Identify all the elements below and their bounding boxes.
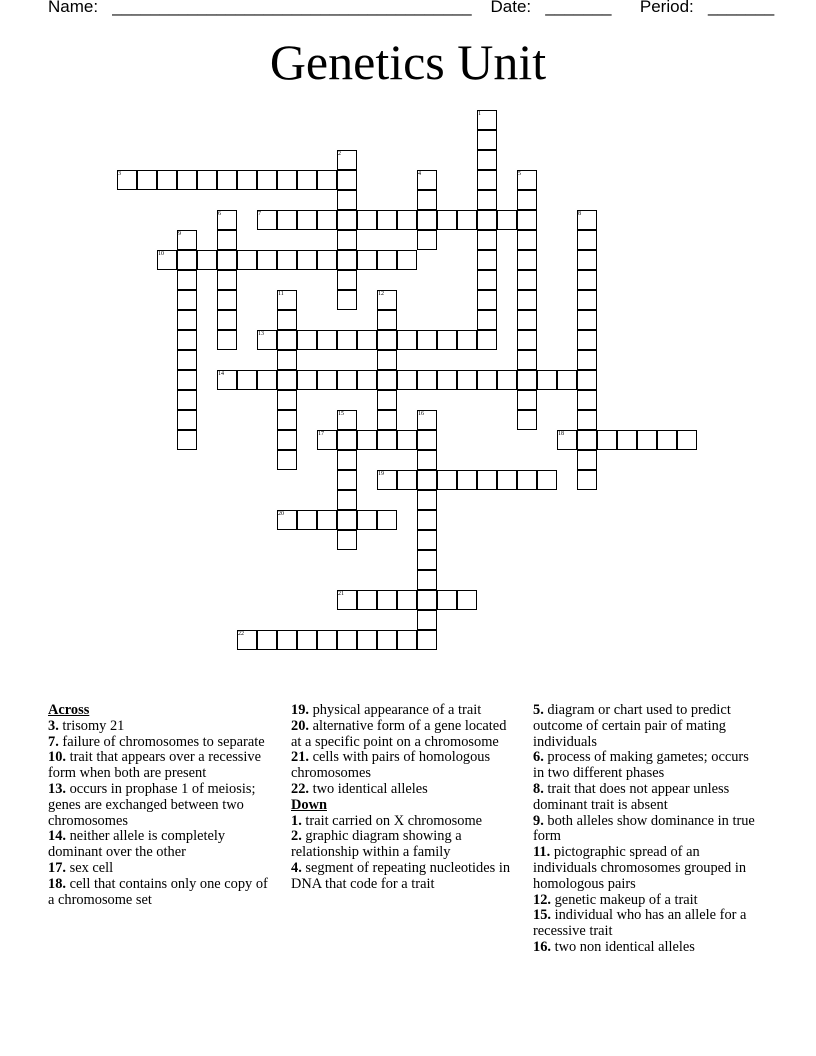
crossword-cell[interactable] — [477, 270, 497, 290]
clue-number: 19. — [291, 702, 309, 718]
clue-number-label: 22 — [238, 631, 244, 637]
crossword-cell[interactable] — [277, 630, 297, 650]
clue-down-item — [533, 782, 763, 814]
crossword-cell[interactable] — [217, 310, 237, 330]
date-label: Date: — [490, 0, 532, 16]
crossword-cell[interactable] — [577, 330, 597, 350]
crossword-cell[interactable] — [177, 270, 197, 290]
clue-text: trisomy 21 — [62, 717, 125, 734]
crossword-cell[interactable] — [517, 350, 537, 370]
page-title: Genetics Unit — [269, 34, 547, 90]
clue-down-item — [533, 750, 763, 782]
crossword-cell[interactable] — [537, 370, 557, 390]
crossword-cell[interactable] — [397, 370, 417, 390]
period-blank: _______ — [707, 0, 775, 16]
crossword-cell[interactable] — [377, 410, 397, 430]
clue-number-label: 11 — [278, 291, 284, 297]
name-label: Name: — [48, 0, 99, 16]
crossword-cell[interactable] — [337, 250, 357, 270]
clue-across-item — [48, 861, 276, 877]
clue-text: alternative form of a gene located at a specific point on a chromosome — [291, 717, 507, 750]
clue-number-label: 10 — [158, 251, 164, 257]
crossword-cell[interactable] — [377, 250, 397, 270]
clue-number-label: 4 — [418, 171, 421, 177]
crossword-cell[interactable] — [317, 330, 337, 350]
clue-number: 14. — [48, 828, 66, 845]
crossword-cell[interactable] — [437, 370, 457, 390]
clue-number-label: 19 — [378, 471, 384, 477]
crossword-cell[interactable] — [577, 430, 597, 450]
crossword-cell[interactable] — [417, 210, 437, 230]
crossword-cell[interactable] — [457, 330, 477, 350]
clue-number: 12. — [533, 891, 551, 908]
clue-across-item — [48, 829, 276, 861]
crossword-cell[interactable] — [357, 250, 377, 270]
date-blank: _______ — [545, 0, 612, 16]
crossword-cell[interactable] — [377, 630, 397, 650]
clue-column-2 — [291, 703, 519, 893]
clue-number-label: 6 — [218, 211, 221, 217]
clue-number-label: 1 — [478, 111, 481, 117]
clue-number-label: 20 — [278, 511, 284, 517]
crossword-cell[interactable] — [477, 230, 497, 250]
period-label: Period: — [639, 0, 694, 16]
crossword-cell[interactable] — [577, 410, 597, 430]
clue-text: graphic diagram showing a relationship within a family — [291, 828, 462, 861]
clue-across-item — [48, 877, 276, 909]
crossword-cell[interactable] — [357, 370, 377, 390]
crossword-cell[interactable] — [257, 170, 277, 190]
crossword-cell[interactable] — [337, 330, 357, 350]
crossword-cell[interactable] — [597, 430, 617, 450]
clue-number-label: 14 — [218, 371, 224, 377]
crossword-cell[interactable] — [457, 210, 477, 230]
crossword-cell[interactable] — [377, 310, 397, 330]
crossword-cell[interactable] — [417, 430, 437, 450]
crossword-cell[interactable] — [337, 470, 357, 490]
clue-column-3 — [533, 703, 763, 956]
crossword-cell[interactable] — [177, 430, 197, 450]
clue-text: two identical alleles — [312, 780, 428, 797]
clue-text: diagram or chart used to predict outcome of certain pair of mating individuals — [533, 702, 731, 750]
crossword-cell[interactable] — [177, 350, 197, 370]
crossword-cell[interactable] — [417, 610, 437, 630]
crossword-cell[interactable] — [317, 210, 337, 230]
crossword-cell[interactable] — [517, 250, 537, 270]
clue-number-label: 17 — [318, 431, 324, 437]
crossword-cell[interactable] — [417, 450, 437, 470]
crossword-cell[interactable] — [517, 230, 537, 250]
crossword-cell[interactable] — [577, 310, 597, 330]
crossword-cell[interactable] — [477, 150, 497, 170]
clue-down-item — [291, 861, 519, 893]
crossword-cell[interactable] — [377, 370, 397, 390]
crossword-cell[interactable] — [297, 370, 317, 390]
crossword-cell[interactable] — [157, 170, 177, 190]
clue-number-label: 3 — [118, 171, 121, 177]
clue-number: 13. — [48, 780, 66, 797]
clue-text: sex cell — [69, 859, 114, 876]
clue-number-label: 15 — [338, 411, 344, 417]
crossword-cell[interactable] — [277, 350, 297, 370]
crossword-cell[interactable] — [137, 170, 157, 190]
clue-down-item — [533, 703, 763, 750]
clue-down-item — [533, 893, 763, 909]
crossword-cell[interactable] — [417, 630, 437, 650]
crossword-cell[interactable] — [317, 250, 337, 270]
crossword-cell[interactable] — [477, 210, 497, 230]
crossword-cell[interactable] — [577, 450, 597, 470]
crossword-cell[interactable] — [417, 190, 437, 210]
crossword-cell[interactable] — [297, 250, 317, 270]
clue-text: trait carried on X chromosome — [305, 812, 483, 829]
crossword-cell[interactable] — [177, 390, 197, 410]
crossword-cell[interactable] — [397, 430, 417, 450]
crossword-cell[interactable] — [297, 170, 317, 190]
crossword-cell[interactable] — [217, 330, 237, 350]
crossword-cell[interactable] — [397, 330, 417, 350]
crossword-cell[interactable] — [297, 510, 317, 530]
crossword-cell[interactable] — [237, 170, 257, 190]
clue-across-item — [291, 719, 519, 751]
crossword-cell[interactable] — [417, 370, 437, 390]
clue-down-item — [291, 814, 519, 830]
crossword-cell[interactable] — [357, 590, 377, 610]
crossword-cell[interactable] — [317, 370, 337, 390]
clue-text: two non identical alleles — [554, 938, 695, 955]
crossword-cell[interactable] — [277, 370, 297, 390]
crossword-cell[interactable] — [477, 130, 497, 150]
crossword-cell[interactable] — [177, 290, 197, 310]
crossword-cell[interactable] — [437, 590, 457, 610]
clue-number: 7. — [48, 733, 59, 750]
clue-number: 15. — [533, 907, 551, 924]
clue-number: 22. — [291, 780, 309, 797]
crossword-cell[interactable] — [177, 410, 197, 430]
crossword-cell[interactable] — [277, 450, 297, 470]
clue-text: both alleles show dominance in true form — [533, 812, 755, 845]
crossword-cell[interactable] — [397, 210, 417, 230]
crossword-cell[interactable] — [297, 210, 317, 230]
crossword-cell[interactable] — [577, 290, 597, 310]
crossword-cell[interactable] — [337, 270, 357, 290]
crossword-cell[interactable] — [217, 250, 237, 270]
crossword-cell[interactable] — [477, 250, 497, 270]
crossword-cell[interactable] — [197, 250, 217, 270]
crossword-cell[interactable] — [477, 170, 497, 190]
crossword-cell[interactable] — [337, 490, 357, 510]
crossword-cell[interactable] — [517, 310, 537, 330]
clue-number: 21. — [291, 749, 309, 766]
crossword-cell[interactable] — [517, 410, 537, 430]
clue-number: 6. — [533, 749, 544, 766]
crossword-cell[interactable] — [217, 170, 237, 190]
clue-number: 18. — [48, 875, 66, 892]
crossword-cell[interactable] — [257, 250, 277, 270]
crossword-cell[interactable] — [577, 390, 597, 410]
clue-number-label: 18 — [558, 431, 564, 437]
crossword-cell[interactable] — [357, 630, 377, 650]
crossword-cell[interactable] — [397, 630, 417, 650]
crossword-cell[interactable] — [357, 510, 377, 530]
crossword-cell[interactable] — [577, 230, 597, 250]
clue-text: occurs in prophase 1 of meiosis; genes are exchanged between two chromosomes — [48, 780, 256, 829]
crossword-cell[interactable] — [517, 290, 537, 310]
crossword-cell[interactable] — [337, 630, 357, 650]
clue-down-item — [533, 814, 763, 846]
crossword-cell[interactable] — [437, 330, 457, 350]
crossword-cell[interactable] — [337, 530, 357, 550]
crossword-cell[interactable] — [417, 490, 437, 510]
crossword-cell[interactable] — [237, 370, 257, 390]
clue-number-label: 8 — [578, 211, 581, 217]
clue-down-item — [291, 829, 519, 861]
crossword-cell[interactable] — [417, 550, 437, 570]
crossword-cell[interactable] — [277, 210, 297, 230]
clue-text: process of making gametes; occurs in two different phases — [533, 749, 749, 782]
clue-across-item — [48, 735, 276, 751]
crossword-cell[interactable] — [277, 250, 297, 270]
clue-text: segment of repeating nucleotides in DNA that code for a trait — [291, 859, 511, 892]
clue-text: individual who has an allele for a recessive trait — [533, 907, 747, 940]
crossword-cell[interactable] — [337, 190, 357, 210]
crossword-cell[interactable] — [637, 430, 657, 450]
crossword-cell[interactable] — [517, 210, 537, 230]
crossword-cell[interactable] — [337, 370, 357, 390]
crossword-cell[interactable] — [577, 250, 597, 270]
clue-number-label: 13 — [258, 331, 264, 337]
clue-number: 1. — [291, 812, 302, 829]
crossword-cell[interactable] — [177, 310, 197, 330]
crossword-cell[interactable] — [517, 370, 537, 390]
across-heading: Across — [48, 702, 90, 718]
clue-number-label: 9 — [178, 231, 181, 237]
crossword-cell[interactable] — [397, 250, 417, 270]
crossword-cell[interactable] — [217, 290, 237, 310]
clue-across-item — [48, 782, 276, 829]
crossword-cell[interactable] — [377, 330, 397, 350]
crossword-cell[interactable] — [417, 230, 437, 250]
crossword-cell[interactable] — [477, 370, 497, 390]
crossword-cell[interactable] — [317, 510, 337, 530]
crossword-cell[interactable] — [377, 590, 397, 610]
crossword-cell[interactable] — [537, 470, 557, 490]
crossword-cell[interactable] — [277, 430, 297, 450]
clue-number: 9. — [533, 812, 544, 829]
clue-number: 10. — [48, 749, 66, 766]
crossword-cell[interactable] — [337, 230, 357, 250]
clue-text: failure of chromosomes to separate — [62, 733, 265, 750]
clue-across-item — [291, 703, 519, 719]
clue-column-1 — [48, 703, 276, 908]
crossword-cell[interactable] — [277, 170, 297, 190]
crossword-cell[interactable] — [477, 190, 497, 210]
crossword-cell[interactable] — [417, 530, 437, 550]
clue-number: 3. — [48, 717, 59, 734]
clue-text: trait that does not appear unless dominant trait is absent — [533, 780, 730, 813]
clue-number: 20. — [291, 717, 309, 734]
crossword-cell[interactable] — [517, 190, 537, 210]
clue-number: 2. — [291, 828, 302, 845]
crossword-cell[interactable] — [417, 470, 437, 490]
crossword-cell[interactable] — [497, 370, 517, 390]
clue-number: 5. — [533, 702, 544, 718]
crossword-cell[interactable] — [517, 470, 537, 490]
crossword-cell[interactable] — [217, 270, 237, 290]
clue-text: neither allele is completely dominant over the other — [48, 828, 226, 861]
crossword-cell[interactable] — [357, 210, 377, 230]
crossword-cell[interactable] — [557, 370, 577, 390]
crossword-cell[interactable] — [657, 430, 677, 450]
clue-across-item — [48, 719, 276, 735]
crossword-cell[interactable] — [377, 390, 397, 410]
crossword-cell[interactable] — [477, 310, 497, 330]
crossword-cell[interactable] — [577, 350, 597, 370]
clue-number-label: 12 — [378, 291, 384, 297]
down-heading: Down — [291, 796, 327, 813]
crossword-cell[interactable] — [177, 170, 197, 190]
crossword-cell[interactable] — [217, 230, 237, 250]
clue-number: 17. — [48, 859, 66, 876]
clue-down-item — [533, 908, 763, 940]
clue-text: cell that contains only one copy of a chromosome set — [48, 875, 268, 908]
clue-down-item — [533, 940, 763, 956]
crossword-cell[interactable] — [337, 210, 357, 230]
clue-across-item — [291, 750, 519, 782]
crossword-cell[interactable] — [677, 430, 697, 450]
clue-number-label: 16 — [418, 411, 424, 417]
crossword-cell[interactable] — [497, 470, 517, 490]
crossword-cell[interactable] — [277, 310, 297, 330]
crossword-cell[interactable] — [417, 590, 437, 610]
crossword-cell[interactable] — [297, 630, 317, 650]
clue-number: 16. — [533, 938, 551, 955]
crossword-cell[interactable] — [357, 430, 377, 450]
crossword-cell[interactable] — [497, 210, 517, 230]
crossword-cell[interactable] — [397, 590, 417, 610]
clue-number-label: 5 — [518, 171, 521, 177]
crossword-cell[interactable] — [517, 390, 537, 410]
clue-number: 8. — [533, 780, 544, 797]
crossword-cell[interactable] — [417, 330, 437, 350]
clue-number-label: 7 — [258, 211, 261, 217]
clue-number: 11. — [533, 844, 551, 861]
crossword-cell[interactable] — [257, 630, 277, 650]
crossword-cell[interactable] — [277, 390, 297, 410]
crossword-cell[interactable] — [377, 210, 397, 230]
crossword-cell[interactable] — [517, 270, 537, 290]
crossword-cell[interactable] — [257, 370, 277, 390]
clue-text: pictographic spread of an individuals chromosomes grouped in homologous pairs — [533, 844, 747, 892]
name-blank: ______________________________________ — [112, 0, 472, 16]
crossword-cell[interactable] — [417, 510, 437, 530]
crossword-cell[interactable] — [577, 370, 597, 390]
crossword-cell[interactable] — [417, 570, 437, 590]
clue-down-item — [533, 845, 763, 892]
crossword-cell[interactable] — [457, 590, 477, 610]
clue-number-label: 2 — [338, 151, 341, 157]
crossword-cell[interactable] — [297, 330, 317, 350]
crossword-cell[interactable] — [337, 510, 357, 530]
crossword-cell[interactable] — [197, 170, 217, 190]
crossword-cell[interactable] — [277, 410, 297, 430]
crossword-cell[interactable] — [457, 370, 477, 390]
crossword-cell[interactable] — [377, 430, 397, 450]
crossword-cell[interactable] — [457, 470, 477, 490]
crossword-cell[interactable] — [177, 330, 197, 350]
crossword-cell[interactable] — [317, 630, 337, 650]
crossword-cell[interactable] — [377, 510, 397, 530]
crossword-cell[interactable] — [277, 330, 297, 350]
clue-number: 4. — [291, 859, 302, 876]
crossword-cell[interactable] — [397, 470, 417, 490]
crossword-cell[interactable] — [317, 170, 337, 190]
crossword-cell[interactable] — [577, 470, 597, 490]
clue-text: cells with pairs of homologous chromosomes — [291, 749, 491, 782]
crossword-cell[interactable] — [517, 330, 537, 350]
crossword-cell[interactable] — [477, 470, 497, 490]
clue-text: trait that appears over a recessive form when both are present — [48, 749, 261, 782]
crossword-cell[interactable] — [477, 290, 497, 310]
crossword-cell[interactable] — [337, 430, 357, 450]
crossword-cell[interactable] — [437, 210, 457, 230]
clue-number-label: 21 — [338, 591, 344, 597]
crossword-cell[interactable] — [617, 430, 637, 450]
crossword-cell[interactable] — [337, 290, 357, 310]
crossword-cell[interactable] — [337, 170, 357, 190]
crossword-cell[interactable] — [237, 250, 257, 270]
crossword-cell[interactable] — [357, 330, 377, 350]
crossword-cell[interactable] — [437, 470, 457, 490]
crossword-cell[interactable] — [377, 350, 397, 370]
crossword-cell[interactable] — [177, 250, 197, 270]
clue-across-item — [291, 782, 519, 798]
crossword-cell[interactable] — [337, 450, 357, 470]
clue-text: physical appearance of a trait — [312, 702, 482, 718]
crossword-cell[interactable] — [177, 370, 197, 390]
clue-text: genetic makeup of a trait — [554, 891, 698, 908]
crossword-cell[interactable] — [577, 270, 597, 290]
crossword-cell[interactable] — [477, 330, 497, 350]
clue-across-item — [48, 750, 276, 782]
